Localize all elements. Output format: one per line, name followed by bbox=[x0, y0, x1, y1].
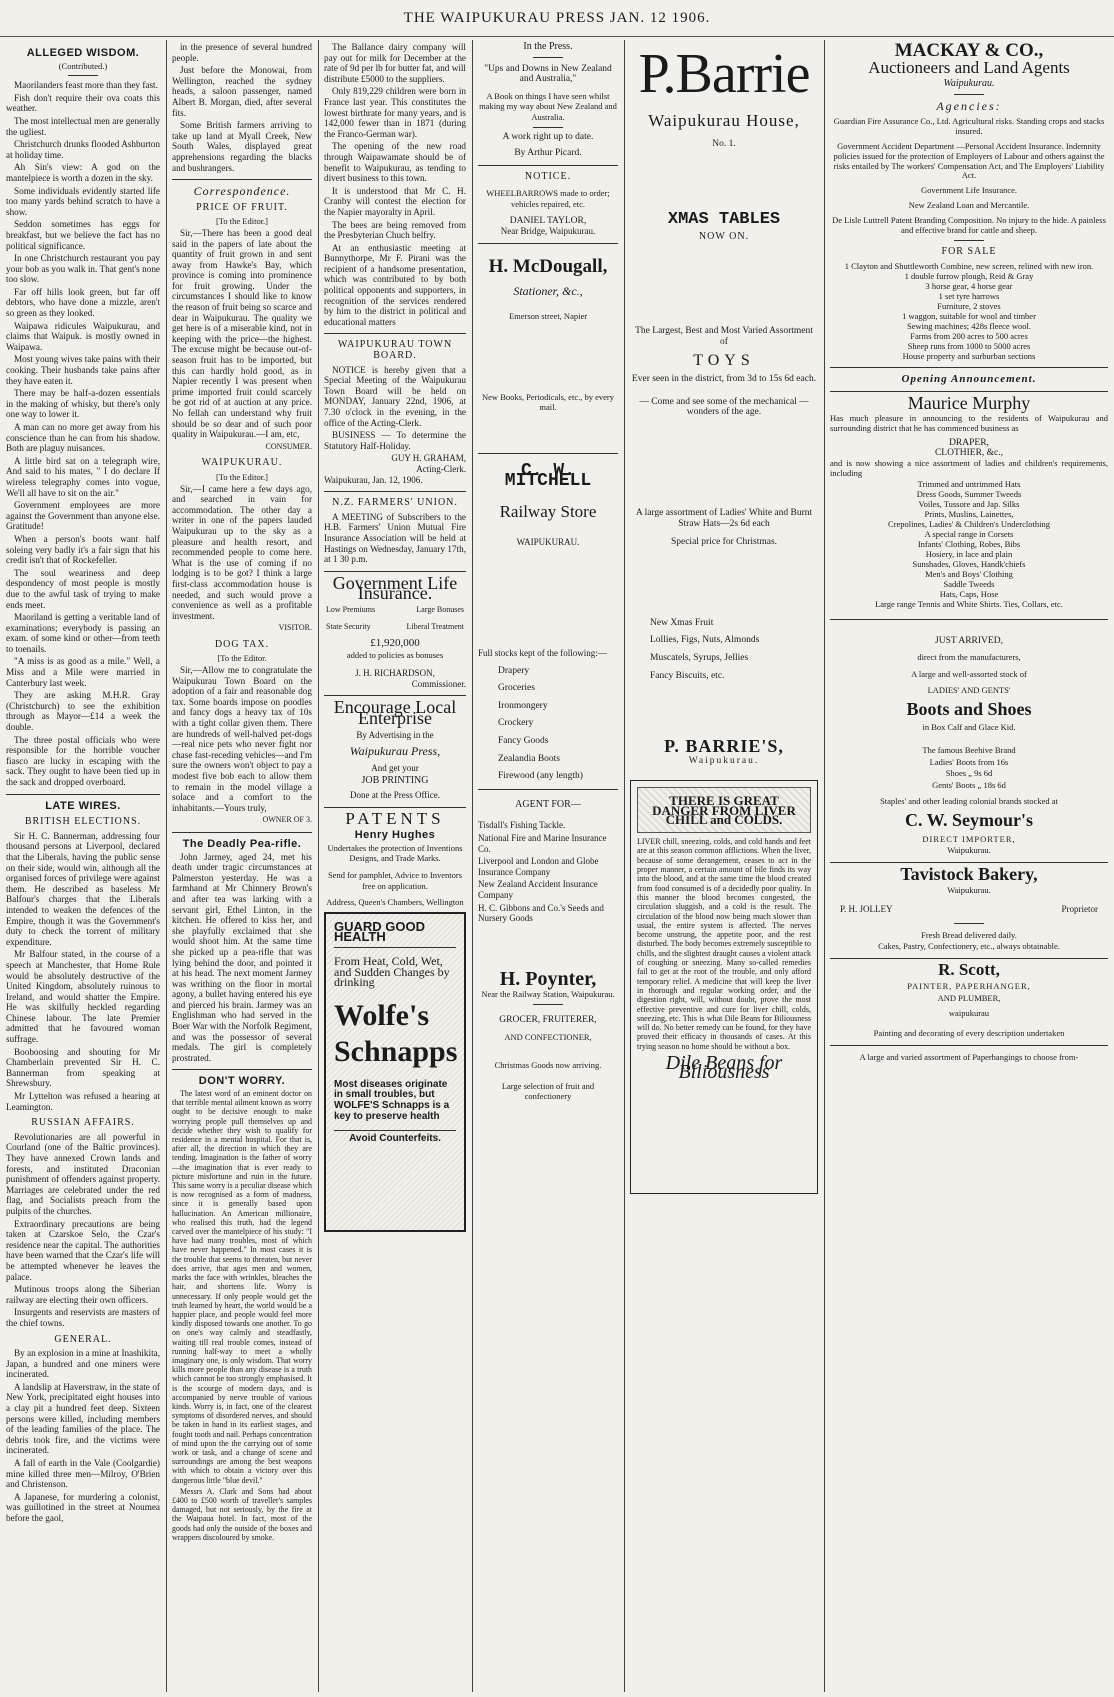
list-item: Lollies, Figs, Nuts, Almonds bbox=[650, 635, 760, 646]
ad-brand: H. Poynter, bbox=[499, 967, 597, 990]
list-item: Furniture, 2 stoves bbox=[937, 300, 1001, 311]
ad-subtitle: Henry Hughes bbox=[354, 829, 436, 842]
ad-text: A Book on things I have seen whilst making my way about New Zealand and Australia. bbox=[479, 90, 617, 122]
paragraph: The soul weariness and deep despondency of most people is mostly due to the awful task of trying to make ends meet. bbox=[6, 567, 160, 610]
notice-title: WAIPUKURAU TOWN BOARD. bbox=[337, 339, 453, 362]
paragraph: Extraordinary precautions are being taken at Czarskoe Selo, the Czar's residence near the capital. The authorities have been warned that the Czar's life will be attempted whenever he leaves the palace. bbox=[6, 1218, 160, 1282]
byline: (Contributed.) bbox=[58, 60, 108, 71]
paragraph: Seddon sometimes has eggs for breakfast, but we believe the fact has no political significance. bbox=[6, 219, 160, 251]
paragraph: They are asking M.H.R. Gray (Christchurch) to see the exhibition through as Mayor—£14 a week the double. bbox=[6, 690, 160, 733]
paragraph: A Japanese, for murdering a colonist, was guillotined in the street at Noumea before the gaol, bbox=[6, 1491, 160, 1523]
separator bbox=[172, 1069, 312, 1070]
fruit-list bbox=[630, 618, 818, 681]
divider bbox=[533, 127, 563, 128]
stock-list bbox=[478, 666, 618, 782]
column-2 bbox=[172, 42, 312, 1690]
masthead: THE WAIPUKURAU PRESS JAN. 12 1906. bbox=[0, 0, 1114, 37]
paragraph: Government employees are more against the Government than anyone else. Gratitude! bbox=[6, 500, 160, 532]
editor-note: [To the Editor.] bbox=[215, 471, 269, 482]
ad-brand: C. W. Seymour's bbox=[904, 810, 1034, 831]
ad-text: DANIEL TAYLOR, bbox=[509, 215, 587, 226]
paragraph: in the presence of several hundred people. bbox=[172, 42, 312, 63]
ad-text: WHEELBARROWS made to order; vehicles repaired, etc. bbox=[486, 188, 610, 209]
list-item: Crockery bbox=[498, 718, 534, 729]
separator bbox=[478, 243, 618, 244]
list-item: 1 double furrow plough, Reid & Gray bbox=[904, 270, 1034, 281]
ad-text: State Security bbox=[326, 621, 371, 631]
ad-text: Staples' and other leading colonial brands stocked at bbox=[880, 796, 1058, 807]
ad-text: Waipukurau. bbox=[688, 755, 760, 766]
separator bbox=[324, 333, 466, 334]
article-body bbox=[172, 484, 312, 622]
ad-text: LADIES' AND GENTS' bbox=[927, 685, 1011, 696]
ad-text: waipukurau bbox=[948, 1007, 990, 1018]
ad-text: Waipukurau. bbox=[947, 845, 991, 856]
ad-text: Large selection of fruit and confectionery bbox=[501, 1080, 595, 1102]
ad-title: TOYS bbox=[693, 351, 755, 369]
subsection-title: BRITISH ELECTIONS. bbox=[24, 816, 142, 828]
paragraph: The bees are being removed from the Presbyterian Chuch belfry. bbox=[324, 219, 466, 241]
paragraph: Mutinous troops along the Siberian railway are electing their own officers. bbox=[6, 1284, 160, 1305]
separator bbox=[478, 165, 618, 166]
separator bbox=[324, 491, 466, 492]
list-item: Zealandia Boots bbox=[498, 753, 560, 764]
list-item: Hosiery, in lace and plain bbox=[925, 548, 1013, 559]
article-body bbox=[6, 1132, 160, 1329]
paragraph: Far off hills look green, but far off debtors, who have done a mizzle, aren't so green as they looked. bbox=[6, 286, 160, 319]
ad-title: In the Press. bbox=[523, 42, 573, 52]
paragraph: A little bird sat on a telegraph wire, And said to his mates, " I do declare If wireless telegraphy comes into vogue, We'll all have to sit on the air." bbox=[6, 455, 160, 498]
subsection-title: WAIPUKURAU. bbox=[201, 457, 283, 469]
list-item: Tisdall's Fishing Tackle. bbox=[478, 820, 566, 831]
ad-brand: P. BARRIE'S, bbox=[664, 736, 784, 757]
list-item: Government Accident Department —Personal Accident Insurance. Indemnity policies issued for the protection of Employers of Labour and others against the risks entailed by The workers' Compensation Act, and The Employers' Liability Act. bbox=[833, 140, 1105, 181]
paragraph: The latest word of an eminent doctor on that terrible mental ailment known as worry ought to be decisive enough to make worrying people pull themselves up and decide whether they wish to qualify for residence in a mental hospital. For that is, after all, the direction in which they are tending. Imagination is the father of worry—the imagination that is ever ready to picture misfortune and ruin in the future. This same worry is a peculiar disease which is now recognised as a form of madness, since it is generally based upon hallucination. An American millionaire, who realised this truth, had the legend carved over the mantelpiece of his study: "I have had many troubles, most of which have never happened." In most cases it is the trouble that seems to threaten, but never does arrive, that ages men and women, marks the face with wrinkles, bleaches the hair, and shortens life. Worry is unnecessary. If only people would get the truth learned by heart, the world would be a happier place, and people would feel more kindly disposed towards one another. To go on one's way calmly and steadfastly, waiting till real trouble comes, instead of running half-way to meet a wholly imaginary one, is only wisdom. That worry kills more people than any disease is a truth which cannot be too strongly emphasised. It is the scourge of modern days, and is accompanied by nerve trouble of various kinds. Worry is, in fact, one of the clearest symptoms of disordered nerves, and should be taken in hand in its earliest stages, and fought tooth and nail. Perhaps concentration of mind upon the the carrying out of some work or task, and a change of scene and surroundings are among the best weapons with which to obtain a victory over this dangerous little "blue devil." bbox=[172, 1089, 312, 1485]
list-item: House property and surburban sections bbox=[902, 350, 1036, 361]
list-item: H. C. Gibbons and Co.'s Seeds and Nursery Goods bbox=[478, 902, 604, 924]
ad-text: "Ups and Downs in New Zealand and Australia," bbox=[484, 63, 612, 85]
section-title: LATE WIRES. bbox=[45, 799, 121, 812]
paragraph: Mr Lyttelton was refused a hearing at Leamington. bbox=[6, 1091, 160, 1112]
ad-brand: MACKAY & CO., bbox=[894, 42, 1044, 61]
ad-title: Opening Announcement. bbox=[901, 372, 1037, 385]
list-item: New Zealand Accident Insurance Company bbox=[478, 879, 598, 900]
paragraph: Insurgents and reservists are masters of the chief towns. bbox=[6, 1307, 160, 1328]
list-item: Infants' Clothing, Robes, Bibs bbox=[917, 538, 1021, 549]
editor-note: [To the Editor.] bbox=[215, 216, 269, 227]
ad-text: By Advertising in the bbox=[356, 729, 434, 740]
paragraph: Fish don't require their ova coats this weather. bbox=[6, 92, 160, 114]
ad-brand: Railway Store bbox=[499, 501, 597, 521]
ad-row bbox=[840, 904, 1098, 915]
divider bbox=[954, 923, 984, 924]
ad-title: Encourage Local Enterprise bbox=[333, 697, 457, 729]
paragraph: "A miss is as good as a mile." Well, a Miss and a Mile were married in Canterbury last week. bbox=[6, 656, 160, 688]
murphy-list bbox=[830, 479, 1108, 609]
dile-beans-advertisement bbox=[630, 780, 818, 1194]
list-item: 1 waggon, suitable for wool and timber bbox=[902, 310, 1036, 321]
list-item: Firewood (any length) bbox=[498, 771, 583, 782]
ad-row bbox=[326, 605, 464, 616]
ad-text: Undertakes the protection of Inventions Designs, and Trade Marks. bbox=[327, 842, 463, 864]
ad-amount: £1,920,000 bbox=[370, 637, 420, 650]
ad-text: Special price for Christmas. bbox=[670, 537, 778, 548]
list-item: Fancy Goods bbox=[498, 736, 549, 747]
ad-text: Painting and decorating of every description undertaken bbox=[873, 1028, 1065, 1039]
ad-text: JOB PRINTING bbox=[361, 775, 429, 787]
subsection-title: PRICE OF FRUIT. bbox=[196, 201, 288, 213]
ad-title: AGENT FOR— bbox=[515, 798, 581, 810]
ad-text: Shoes „ 9s 6d bbox=[945, 768, 993, 779]
paragraph: Messrs A. Clark and Sons had about £400 to £500 worth of traveller's samples damaged, but not seriously, by the fire at the Waipaua hotel. In fact, most of the goods had only the outside of the boxes and wrappers discoloured by smoke. bbox=[172, 1486, 312, 1542]
separator bbox=[324, 571, 466, 572]
divider bbox=[954, 240, 984, 241]
paragraph: By an explosion in a mine at Inashikita, Japan, a hundred and one miners were incinerated. bbox=[6, 1348, 160, 1380]
list-item: Guardian Fire Assurance Co., Ltd. Agricultural risks. Standing crops and stacks insured. bbox=[833, 116, 1105, 137]
list-item: Ironmongery bbox=[498, 700, 548, 711]
notice-title: N.Z. FARMERS' UNION. bbox=[332, 497, 458, 509]
ad-text: A large assortment of Ladies' White and Burnt Straw Hats—2s 6d each bbox=[635, 507, 813, 529]
ad-title: PATENTS bbox=[345, 808, 445, 828]
list-item: 3 horse gear, 4 horse gear bbox=[925, 280, 1013, 291]
paragraph: Maorilanders feast more than they fast. bbox=[14, 80, 158, 91]
list-item: De Lisle Luttrell Patent Branding Composition. No injury to the hide. A painless and effective brand for cattle and sheep. bbox=[832, 214, 1106, 235]
ad-text: Avoid Counterfeits. bbox=[334, 1130, 456, 1145]
paragraph: Waipawa ridicules Waipukurau, and claims that Waipuk. is mostly owned in Waipawa. bbox=[6, 320, 160, 352]
column-1 bbox=[6, 42, 160, 1690]
ad-text: The famous Beehive Brand bbox=[922, 745, 1016, 756]
ad-text: Waipukurau. bbox=[947, 885, 991, 896]
list-item: Men's and Boys' Clothing bbox=[925, 568, 1013, 579]
ad-text: Ever seen in the district, from 3d to 15s 6d each. bbox=[631, 374, 817, 385]
notice-date: Waipukurau, Jan. 12, 1906. bbox=[324, 474, 423, 485]
notice-role: Acting-Clerk. bbox=[416, 463, 466, 474]
ad-text: Christmas Goods now arriving. bbox=[494, 1060, 602, 1071]
ad-text: Gents' Boots „ 18s 6d bbox=[932, 779, 1006, 790]
ad-text: P. H. JOLLEY bbox=[840, 904, 893, 914]
column-rule bbox=[472, 40, 473, 1692]
ad-text: NOW ON. bbox=[698, 230, 750, 242]
article-body bbox=[172, 1089, 312, 1542]
notice-business: BUSINESS — To determine the Statutory Half-Holiday. bbox=[324, 430, 466, 451]
paragraph: The opening of the new road through Waipawamate should be of benefit to Waipukurau, as tending to divert business to this town. bbox=[324, 141, 466, 184]
article-body bbox=[6, 80, 160, 787]
separator bbox=[830, 391, 1108, 392]
separator bbox=[172, 832, 312, 833]
separator bbox=[172, 179, 312, 180]
paragraph: The most intellectual men are generally the ugliest. bbox=[6, 115, 160, 137]
section-title: Correspondence. bbox=[193, 184, 291, 199]
ad-text: Commissioner. bbox=[411, 678, 466, 689]
divider bbox=[533, 1004, 563, 1005]
ad-text: DIRECT IMPORTER, bbox=[922, 833, 1016, 844]
paragraph: Sir H. C. Bannerman, addressing four thousand persons at Liverpool, declared that the Liberals, having the public sense on their side, would win, although all the organised forces of privilege were against them. He described as baseless Mr Balfour's charges that the Liberals intended to weaken the defences of the Empire, though it was the Government's duty to check the torrent of military expenditure. bbox=[6, 830, 160, 947]
paragraph: Ah Sin's view: A god on the mantelpiece is worth a dozen in the sky. bbox=[6, 162, 160, 183]
ad-text: Low Premiums bbox=[326, 604, 376, 614]
list-item: A special range in Corsets bbox=[924, 528, 1014, 539]
ad-text: A work right up to date. bbox=[502, 131, 594, 142]
paragraph: A fall of earth in the Vale (Coolgardie) mine killed three men—Milroy, O'Brien and Christenson. bbox=[6, 1458, 160, 1490]
paragraph: It is understood that Mr C. H. Cranby will contest the election for the Napier mayoralty in April. bbox=[324, 185, 466, 217]
ad-title: NOTICE. bbox=[524, 170, 572, 182]
column-4 bbox=[478, 42, 618, 1690]
paragraph: Just before the Monowai, from Wellington, reached the sydney heads, a saloon passenger, named Albert B. Morgan, died, after several fits. bbox=[172, 65, 312, 118]
ad-text: A large and well-assorted stock of bbox=[911, 668, 1027, 679]
ad-brand: P.Barrie bbox=[638, 43, 810, 105]
ad-text: PAINTER, PAPERHANGER, bbox=[907, 981, 1031, 992]
paragraph: Some individuals evidently started life too many yards behind scratch to have a show. bbox=[6, 185, 160, 217]
editor-note: [To the Editor. bbox=[217, 653, 267, 664]
list-item: Sunshades, Gloves, Handk'chiefs bbox=[912, 558, 1026, 569]
ad-text: Done at the Press Office. bbox=[349, 790, 441, 801]
section-title: The Deadly Pea-rifle. bbox=[182, 837, 302, 850]
list-item: Hats, Caps, Hose bbox=[939, 588, 999, 599]
ad-text: added to policies as bonuses bbox=[346, 649, 444, 660]
separator bbox=[830, 958, 1108, 959]
paragraph: Booboosing and shouting for Mr Chamberlain prevented Sir H. C. Bannerman from speaking at Shrewsbury. bbox=[6, 1046, 160, 1089]
list-item: 1 Clayton and Shuttleworth Combine, new screen, relined with new iron. bbox=[844, 260, 1094, 271]
ad-brand: Boots and Shoes bbox=[906, 698, 1032, 719]
list-item: Liverpool and London and Globe Insurance Company bbox=[478, 856, 599, 877]
list-item: Crepolines, Ladies' & Children's Underclothing bbox=[888, 518, 1050, 529]
list-item: Drapery bbox=[498, 665, 530, 676]
list-item: Government Life Insurance. bbox=[920, 185, 1018, 196]
separator bbox=[478, 789, 618, 790]
ad-title: XMAS TABLES bbox=[667, 210, 781, 230]
separator bbox=[6, 794, 160, 795]
ad-brand: R. Scott, bbox=[938, 959, 1000, 979]
ad-text: From Heat, Cold, Wet, and Sudden Changes by drinking bbox=[334, 953, 450, 990]
paragraph: Sir,—I came here a few days ago, and searched in vain for accommodation. The other day a writer in one of the papers lauded Waipukurau up to the sky as a pleasure and health resort, and recommended people to come here. What is the use of coming if no lodging is to be got? I think a large first-class accommodation house is needed, and such would prove a convenience as well as a profitable investment. bbox=[172, 483, 312, 621]
paragraph: Maoriland is getting a veritable land of examinations; everybody is passing an exam. of some kind or other—from teeth to toenails. bbox=[6, 612, 160, 654]
ad-text: By Arthur Picard. bbox=[514, 148, 582, 159]
ad-brand: C. W. MITCHELL bbox=[504, 460, 592, 492]
list-item: Dress Goods, Summer Tweeds bbox=[916, 488, 1022, 499]
paragraph: A man can no more get away from his conscience than he can from his shadow. Both are plaguy nuisances. bbox=[6, 422, 160, 454]
divider bbox=[533, 57, 563, 58]
list-item: Sheep runs from 1000 to 5000 acres bbox=[907, 340, 1031, 351]
column-3 bbox=[324, 42, 466, 1690]
ad-text: Cakes, Pastry, Confectionery, etc., always obtainable. bbox=[878, 941, 1060, 952]
agent-list bbox=[478, 820, 618, 923]
ad-text: in Box Calf and Glace Kid. bbox=[922, 722, 1016, 733]
ad-text: Waipukurau. bbox=[943, 78, 995, 90]
ad-title: Government Life Insurance. bbox=[332, 572, 458, 604]
ad-text: Waipukurau Press, bbox=[349, 744, 441, 759]
list-item: Prints, Muslins, Lainettes, bbox=[924, 508, 1014, 519]
list-item: Trimmed and untrimmed Hats bbox=[917, 478, 1021, 489]
ad-text: J. H. RICHARDSON, bbox=[355, 668, 435, 679]
list-item: Sewing machines; 428s fleece wool. bbox=[907, 320, 1031, 331]
separator bbox=[478, 453, 618, 454]
ad-row bbox=[326, 622, 464, 633]
ad-text: Has much pleasure in announcing to the residents of Waipukurau and surrounding district that he has commenced business as bbox=[830, 413, 1108, 433]
article-body bbox=[172, 228, 312, 440]
ad-text: New Books, Periodicals, etc., by every mail. bbox=[482, 391, 614, 413]
paragraph: In one Christchurch restaurant you pay your bob as you walk in. That gent's none too slow. bbox=[6, 253, 160, 285]
ad-brand: H. McDougall, bbox=[488, 255, 608, 277]
section-title: DON'T WORRY. bbox=[198, 1075, 286, 1088]
ad-text: — Come and see some of the mechanical — wonders of the age. bbox=[639, 396, 809, 418]
article-body bbox=[172, 852, 312, 1064]
ad-text: WAIPUKURAU. bbox=[516, 537, 580, 548]
ad-text: And get your bbox=[371, 762, 419, 773]
ad-text: Near the Railway Station, Waipukurau. bbox=[481, 989, 615, 1000]
paragraph: There may be half-a-dozen essentials in the making of whisky, but there's only one way to lower it. bbox=[6, 388, 160, 420]
list-item: Large range Tennis and White Shirts. Ties, Collars, etc. bbox=[875, 598, 1063, 609]
schnapps-advertisement bbox=[324, 912, 466, 1232]
article-body bbox=[324, 42, 466, 327]
list-item: New Xmas Fruit bbox=[650, 617, 714, 628]
column-rule bbox=[624, 40, 625, 1692]
notice-text: NOTICE is hereby given that a Special Meeting of the Waipukurau Town Board will be held on MONDAY, January 22nd, 1906, at 7.30 o'clock in the evening, in the office of the Acting-Clerk. bbox=[324, 364, 466, 428]
sale-list bbox=[830, 261, 1108, 361]
ad-headline: GUARD GOOD HEALTH bbox=[334, 922, 456, 948]
subsection-title: RUSSIAN AFFAIRS. bbox=[31, 1117, 135, 1129]
paragraph: Some British farmers arriving to take up land at Myall Creek, New South Wales, displayed great apprehensions regarding the blacks and bushrangers. bbox=[172, 120, 312, 173]
list-item: National Fire and Marine Insurance Co. bbox=[478, 833, 607, 854]
ad-text: Fresh Bread delivered daily. bbox=[921, 929, 1017, 940]
signature: OWNER OF 3. bbox=[262, 815, 312, 825]
subsection-title: DOG TAX. bbox=[214, 638, 270, 650]
divider bbox=[954, 94, 984, 95]
ad-title: FOR SALE bbox=[941, 246, 997, 258]
ad-text: Full stocks kept of the following:— bbox=[478, 648, 607, 659]
ad-subtitle: Waipukurau House, bbox=[648, 111, 800, 130]
divider bbox=[68, 75, 98, 76]
ad-text: GROCER, FRUITERER, bbox=[499, 1014, 597, 1025]
paragraph: John Jarmey, aged 24, met his death under tragic circumstances at Palmerston yesterday. He was a farmhand at Mr Chinnery Brown's and after tea was larking with a servant girl, Ethel Linton, in the kitchen. He offered to kiss her, and she playfully exclaimed that she would shoot him. At the same time she picked up a pea-rifle that was lying behind the door, and pointed it at his head. The next moment Jarmey was writhing on the floor in mortal agony, a bullet having entered his eye and pierced his brain. Jarmey was an Englishman who had served in the Boer War with the Norfolk Regiment, and was the possessor of several medals. The girl is completely prostrated. bbox=[172, 851, 312, 1063]
column-rule bbox=[318, 40, 319, 1692]
list-item: Saddle Tweeds bbox=[943, 578, 995, 589]
paragraph: Revolutionaries are all powerful in Courland (one of the Baltic provinces). They have annexed Crown lands and forests, and instituted Draconian punishment of offenders against property. Marriages are celebrated under the red flag, and Socialists preach from the pulpits of the churches. bbox=[6, 1131, 160, 1216]
ad-text: Near Bridge, Waipukurau. bbox=[500, 226, 596, 237]
ad-brand: Maurice Murphy bbox=[907, 392, 1031, 413]
notice-text: A MEETING of Subscribers to the H.B. Farmers' Union Mutual Fire Insurance Association will be held at Hastings on Wednesday, January 17th, at 1 30 p.m. bbox=[324, 511, 466, 565]
ad-text: Proprietor bbox=[1061, 904, 1098, 914]
list-item: Muscatels, Syrups, Jellies bbox=[650, 652, 749, 663]
paragraph: When a person's boots want half soleing very badly it's a fair sign that his credit isn't that of Rockefeller. bbox=[6, 533, 160, 566]
paragraph: A landslip at Haverstraw, in the state of New York, precipitated eight houses into a clay pit a hundred feet deep. Sixteen persons were killed, including members of the leading families of the place. The debris took fire, and the victims were incinerated. bbox=[6, 1381, 160, 1456]
ad-brand: Wolfe's Schnapps bbox=[334, 998, 458, 1068]
paragraph: Sir,—Allow me to congratulate the Waipukurau Town Board on the adoption of a fair and reasonable dog tax. Some boards impose on poodles and fancy dogs a heavy tax of 10s with a tight collar given them. There are hundreds of well-halved pet-dogs—real nice pets who never fight nor chase fast-receding vehicles—and I'm sure the owners won't object to pay a modest five bob each to allow them to remain in the model village a solace and a comfort to the inhabitants.—Yours truly, bbox=[172, 665, 312, 813]
section-title: ALLEGED WISDOM. bbox=[26, 47, 140, 59]
paragraph: The three postal officials who were responsible for the horrible voucher fiasco are lucky in escaping with the sack. They ought to have been tied up in the sack and dropped overboard. bbox=[6, 734, 160, 787]
separator bbox=[830, 1045, 1108, 1046]
ad-title: Agencies: bbox=[936, 98, 1002, 113]
separator bbox=[830, 619, 1108, 620]
paragraph: The Ballance dairy company will pay out for milk for December at the rate of 9d per lb for butter fat, and will distribute £5000 to the suppliers. bbox=[324, 42, 466, 84]
article-body bbox=[172, 42, 312, 173]
ad-text: Stationer, &c., bbox=[513, 284, 583, 299]
ad-text: Address, Queen's Chambers, Wellington bbox=[326, 897, 464, 908]
list-item: Voiles, Tussore and Jap. Silks bbox=[918, 498, 1020, 509]
signature: CONSUMER. bbox=[265, 441, 312, 451]
ad-brand: Dile Beans for Biliousness bbox=[665, 1052, 783, 1084]
separator bbox=[324, 695, 466, 696]
ad-text: A large and varied assortment of Paperhangings to choose from- bbox=[859, 1051, 1079, 1062]
paragraph: At an enthusiastic meeting at Bunnythorpe, Mr F. Pirani was the recipient of a handsome presentation, which was contributed to by both political opponents and supporters, in recognition of the services rendered by him to the district in political and educational matters bbox=[324, 242, 466, 327]
column-rule bbox=[166, 40, 167, 1692]
ad-text: and is now showing a nice assortment of ladies and children's requirements, including bbox=[830, 457, 1108, 478]
separator bbox=[830, 367, 1108, 368]
ad-text: CLOTHIER, &c., bbox=[934, 448, 1004, 459]
ad-subtitle: Auctioneers and Land Agents bbox=[868, 57, 1070, 77]
separator bbox=[324, 807, 466, 808]
ad-text: Liberal Treatment bbox=[406, 621, 464, 631]
list-item: Groceries bbox=[498, 683, 535, 694]
separator bbox=[830, 862, 1108, 863]
ad-text: DRAPER, bbox=[949, 437, 989, 448]
notice-signature: GUY H. GRAHAM, bbox=[391, 453, 466, 464]
subsection-title: GENERAL. bbox=[54, 1333, 112, 1345]
ad-text: JUST ARRIVED, bbox=[935, 635, 1003, 646]
article-body bbox=[6, 831, 160, 1112]
article-body bbox=[172, 665, 312, 813]
ad-headline: THERE IS GREAT DANGER FROM LIVER CHILL and COLDS. bbox=[637, 787, 811, 833]
ad-text: Most diseases originate in small troubles, but WOLFE'S Schnapps is a key to preserve health bbox=[334, 1078, 450, 1122]
list-item: 1 set tyre harrows bbox=[938, 290, 1000, 301]
ad-body: LIVER chill, sneezing, colds, and cold hands and feet are at this season common afflictions. When the liver, because of some derangement, ceases to act in the proper manner, a certain amount of bile finds its way into the blood, and at the same time the blood created from food consumed is of a decidedly poor quality. In this manner the blood becomes congested, the circulation sluggish, and a cold is the result. The circulation of the blood now being much slower than usual, the entire system is affected. The nerves become unstrung, the appetite poor, and the rest disturbed. The body becomes extremely susceptible to chills, and the slightest draught causes a violent attack of coughing or sneezing. Many so-called remedies fail to get at the root of the trouble, and only afford temporary relief. A medicine that will keep the liver in thorough and regular working order, and the digestion right, will, without doubt, prove the most effective preventive and cure for liver chill, colds, sneezing, etc. This is what Dile Beans for Biliousness will do. No better remedy can be found, for they have proved their efficacy in thousands of cases. At this trying season no home should be without a box. bbox=[637, 837, 811, 1051]
ad-text: Large Bonuses bbox=[416, 604, 464, 614]
paragraph: Christchurch drunks flooded Ashburton at holiday time. bbox=[6, 139, 160, 160]
ad-text: AND CONFECTIONER, bbox=[504, 1031, 592, 1042]
paragraph: Sir,—There has been a good deal said in the papers of late about the quantity of fruit grown in and sent away from Hawke's Bay, which province is coming into prominence for fruit growing. Under the circumstances I should like to know the reason of fruit being so scarce and dear in Waipukurau. The quality we get here is of a miserable kind, not in keeping with the price—the highest. The excuse might be because out-of-season fruit has to be imported, but this can hardly hold good, as in Napier recently I was present when prime imported fruit could scarcely be got rid of at auction at any price. No fellah can understand why fruit should be so dear and of such poor quality in Waipukurau.—I am, etc, bbox=[172, 227, 312, 440]
agency-list bbox=[830, 117, 1108, 235]
paragraph: Only 819,229 children were born in France last year. This constitutes the lowest birthrate for many years, and is 142,000 fewer than in 1871 (during the Franco-German war). bbox=[324, 86, 466, 139]
paragraph: Mr Balfour stated, in the course of a speech at Manchester, that Home Rule would be absolutely destructive of the United Kingdom, absolutely ruinous to Ireland, and would shatter the Empire. He was skilfully heckled regarding Chinese labour. The late Premier admitted that he favoured woman suffrage. bbox=[6, 949, 160, 1045]
ad-text: Send for pamphlet, Advice to Inventors free on application. bbox=[327, 870, 463, 891]
column-6 bbox=[830, 42, 1108, 1690]
ad-brand: Tavistock Bakery, bbox=[900, 863, 1038, 884]
list-item: Fancy Biscuits, etc. bbox=[650, 670, 725, 681]
ad-text: No. 1. bbox=[712, 138, 736, 149]
column-rule bbox=[824, 40, 825, 1692]
list-item: New Zealand Loan and Mercantile. bbox=[908, 199, 1030, 210]
paragraph: Most young wives take pains with their cooking. Their husbands take pains after they have eaten it. bbox=[6, 354, 160, 386]
ad-text: Ladies' Boots from 16s bbox=[929, 756, 1009, 767]
ad-text: direct from the manufacturers, bbox=[917, 652, 1021, 663]
ad-text: AND PLUMBER, bbox=[937, 992, 1001, 1003]
ad-text: Emerson street, Napier bbox=[508, 310, 588, 321]
column-5 bbox=[630, 42, 818, 1690]
list-item: Farms from 200 acres to 500 acres bbox=[910, 330, 1028, 341]
ad-text: The Largest, Best and Most Varied Assortment of bbox=[635, 326, 813, 347]
article-body bbox=[6, 1348, 160, 1524]
signature: VISITOR. bbox=[278, 623, 312, 633]
